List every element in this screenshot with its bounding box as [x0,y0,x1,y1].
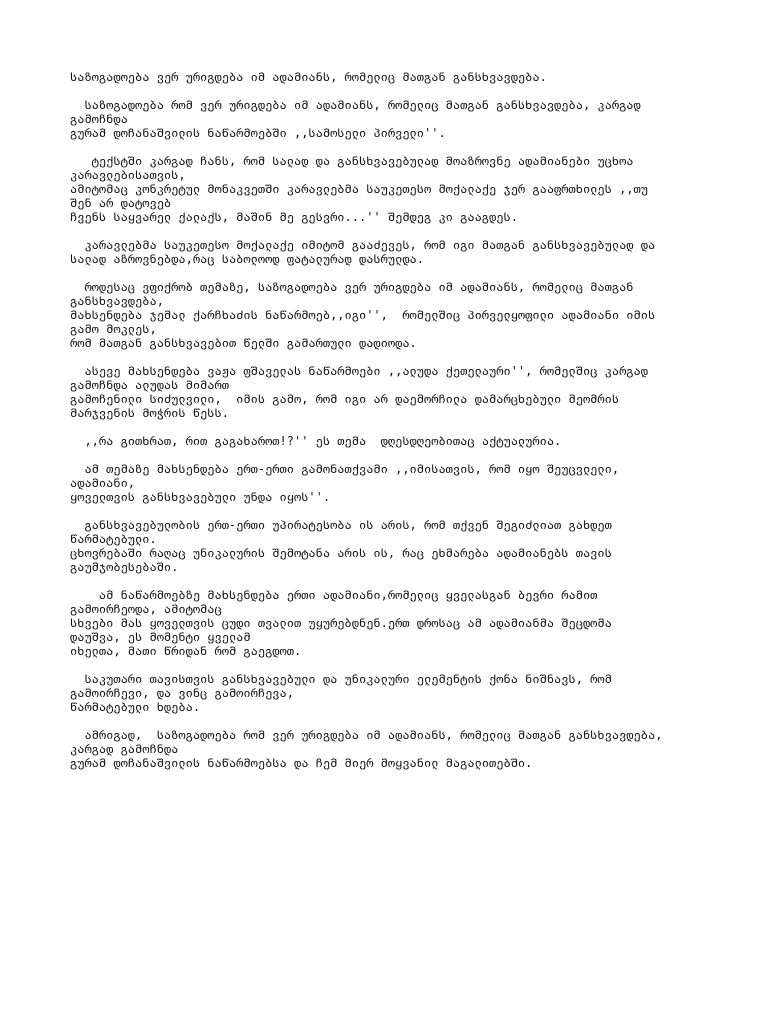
text-line: გურამ დოჩანაშვილის ნაწარმოებსა და ჩემ მიერ მოყვანილ მაგალითებში. [70,756,533,770]
text-line: საზოგადოება ვერ ურიგდება იმ ადამიანს, რომელიც მათგან განსხვავდება. [70,70,547,84]
text-line: კარავლებისათვის, [70,168,186,182]
text-line: სხვები მას ყოველთვის ცუდი თვალით უყურებდნენ.ერთ დროსაც ამ ადამიანმა შეცდომა [70,616,612,630]
paragraph-10 [70,588,730,658]
text-line: გამოჩნდა [70,112,128,126]
text-line: ამიტომაც კონკრეტულ მონაკვეთში კარავლებმა საუკეთესო მოქალაქე ჯერ გააფრთხილეს ,,თუ [70,182,648,196]
text-line: ტექსტში კარგად ჩანს, რომ სალად და განსხვავებულად მოაზროვნე ადამიანები უცხოა [70,154,634,168]
text-line: იხელთა, მათი წრიდან რომ გაეგდოთ. [70,644,302,658]
text-line: დაუშვა, ეს მომენტი ყველამ [70,630,251,644]
text-line: გამოჩენილი სიძულვილი, იმის გამო, რომ იგი არ დაემორჩილა დამარცხებული მეომრის [70,392,620,406]
text-line: გურამ დოჩანაშვილის ნაწარმოებში ,,სამოსელი პირველი''. [70,126,446,140]
paragraph-3 [70,154,730,224]
text-line: წარმატებული ხდება. [70,700,201,714]
paragraph-9 [70,518,730,574]
text-line: კარავლებმა საუკეთესო მოქალაქე იმიტომ გააძევეს, რომ იგი მათგან განსხვავებულად და [70,238,656,252]
paragraph-6 [70,364,730,420]
text-line: ამრიგად, საზოგადოება რომ ვერ ურიგდება იმ ადამიანს, რომელიც მათგან განსხვავდება, [70,728,663,742]
text-line: შენ არ დატოვებ [70,196,172,210]
paragraph-12 [70,728,730,770]
text-line: საკუთარი თავისთვის განსხვავებული და უნიკალური ელემენტის ქონა ნიშნავს, რომ [70,672,612,686]
paragraph-2 [70,98,730,140]
paragraph-1 [70,70,730,84]
text-line: კარგად გამოჩნდა [70,742,179,756]
text-line: წარმატებული. [70,532,157,546]
paragraph-8 [70,462,730,504]
paragraph-4 [70,238,730,266]
text-line: როდესაც ვფიქრობ თემაზე, საზოგადოება ვერ ურიგდება იმ ადამიანს, რომელიც მათგან [70,280,634,294]
text-line: ,,რა გითხრათ, რით გაგახაროთ!?'' ეს თემა დღესდღეობითაც აქტუალურია. [70,434,562,448]
text-line: გამო მოკლეს, [70,322,157,336]
text-line: გამოჩნდა ალუდას მიმართ [70,378,229,392]
document-page [70,70,730,784]
text-line: ამ ნაწარმოებზე მახსენდება ერთი ადამიანი,რომელიც ყველასგან ბევრი რამით [70,588,598,602]
text-line: საზოგადოება რომ ვერ ურიგდება იმ ადამიანს, რომელიც მათგან განსხვავდება, კარგად [70,98,641,112]
text-line: სალად აზროვნებდა,რაც საბოლოოდ ფატალურად დასრულდა. [70,252,425,266]
text-line: ჩვენს საყვარელ ქალაქს, მაშინ მე გესვრი...'' შემდეგ კი გააგდეს. [70,210,518,224]
text-line: გაუმჯობესებაში. [70,560,179,574]
text-line: ასევე მახსენდება ვაჟა ფშაველას ნაწარმოები ,,ალუდა ქეთელაური'', რომელშიც კარგად [70,364,648,378]
text-line: გამოირჩევი, და ვინც გამოირჩევა, [70,686,294,700]
text-line: განსხვავდება, [70,294,164,308]
text-line: ადამიანი, [70,476,136,490]
paragraph-7 [70,434,730,448]
paragraph-11 [70,672,730,714]
text-line: ცხოვრებაში რაღაც უნიკალურის შემოტანა არის ის, რაც ეხმარება ადამიანებს თავის [70,546,612,560]
text-line: ყოველთვის განსხვავებული უნდა იყოს''. [70,490,331,504]
text-line: ამ თემაზე მახსენდება ერთ-ერთი გამონათქვამი ,,იმისათვის, რომ იყო შეუცვლელი, [70,462,620,476]
text-line: განსხვავებულობის ერთ-ერთი უპირატესობა ის არის, რომ თქვენ შეგიძლიათ გახდეთ [70,518,612,532]
text-line: მახსენდება ჯემალ ქარჩხაძის ნაწარმოებ,,იგი'', რომელშიც პირველყოფილი ადამიანი იმის [70,308,656,322]
text-line: მარჯვენის მოჭრის წესს. [70,406,229,420]
paragraph-5 [70,280,730,350]
text-line: რომ მათგან განსხვავებით წელში გამართული დადიოდა. [70,336,417,350]
text-line: გამოირჩეოდა, ამიტომაც [70,602,222,616]
